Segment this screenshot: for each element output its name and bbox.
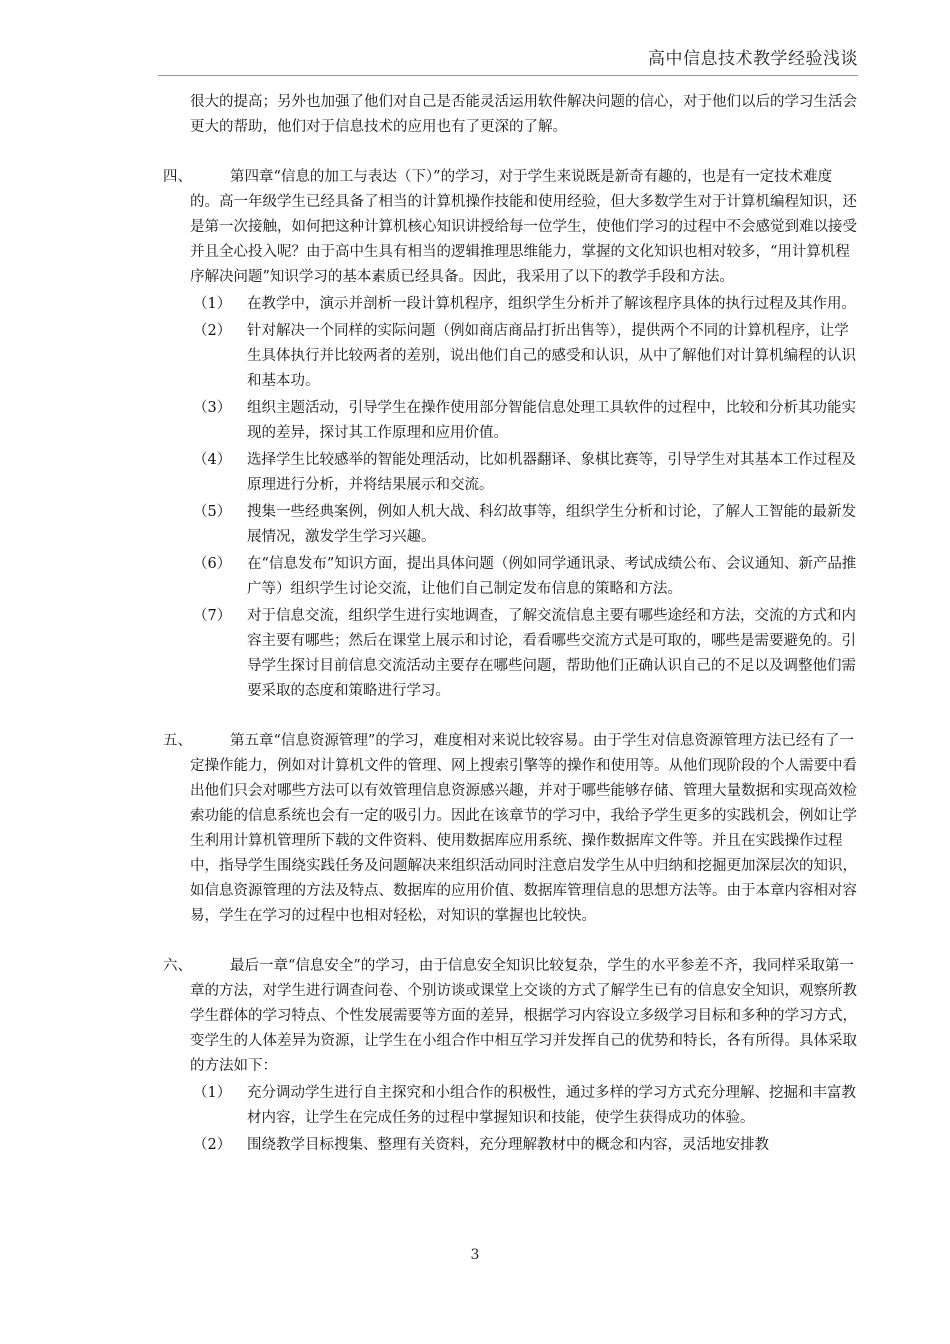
list-item-number: （4） bbox=[193, 452, 232, 468]
list-item-text: 在教学中，演示并剖析一段计算机程序，组织学生分析并了解该程序具体的执行过程及其作用。 bbox=[247, 296, 856, 312]
header-divider bbox=[158, 75, 858, 76]
continued-paragraph: 很大的提高；另外也加强了他们对自己是否能灵活运用软件解决问题的信心，对于他们以后的学习生活会更大的帮助，他们对于信息技术的应用也有了更深的了解。 bbox=[190, 94, 857, 135]
list-item-text: 对于信息交流，组织学生进行实地调查，了解交流信息主要有哪些途经和方法，交流的方式和内容主要有哪些；然后在课堂上展示和讨论，看看哪些交流方式是可取的，哪些是需要避免的。引导学生探讨目前信息交流活动主要存在哪些问题，帮助他们正确认识自己的不足以及调整他们需要采取的态度和策略进行学习。 bbox=[247, 608, 856, 699]
list-item-text: 针对解决一个同样的实际问题（例如商店商品打折出售等），提供两个不同的计算机程序，让学生具体执行并比较两者的差别，说出他们自己的感受和认识，从中了解他们对计算机编程的认识和基本功。 bbox=[247, 323, 856, 389]
list-item-number: （2） bbox=[193, 323, 232, 339]
section-paragraph: 第五章“信息资源管理”的学习，难度相对来说比较容易。由于学生对信息资源管理方法已经有了一定操作能力，例如对计算机文件的管理、网上搜索引擎等的操作和使用等。从他们现阶段的个人需要中看出他们只会对哪些方法可以有效管理信息资源感兴趣，并对于哪些能够存储、管理大量数据和实现高效检索功能的信息系统也会有一定的吸引力。因此在该章节的学习中，我给予学生更多的实践机会，例如让学生利用计算机管理所下载的文件资料、使用数据库应用系统、操作数据库文件等。并且在实践操作过程中，指导学生围绕实践任务及问题解决来组织活动同时注意启发学生从中归纳和挖掘更加深层次的知识，如信息资源管理的方法及特点、数据库的应用价值、数据库管理信息的思想方法等。由于本章内容相对容易，学生在学习的过程中也相对轻松，对知识的掌握也比较快。 bbox=[190, 733, 857, 924]
list-item-text: 组织主题活动，引导学生在操作使用部分智能信息处理工具软件的过程中，比较和分析其功能实现的差异，探讨其工作原理和应用价值。 bbox=[247, 400, 856, 441]
running-header-title: 高中信息技术教学经验浅谈 bbox=[648, 49, 858, 69]
section-6 bbox=[0, 954, 950, 1079]
section-marker: 五、 bbox=[163, 733, 192, 749]
list-item-number: （1） bbox=[193, 1085, 232, 1101]
list-item-number: （2） bbox=[193, 1137, 232, 1153]
list-item-text: 围绕教学目标搜集、整理有关资料，充分理解教材中的概念和内容，灵活地安排教 bbox=[247, 1137, 769, 1153]
list-item-text: 充分调动学生进行自主探究和小组合作的积极性，通过多样的学习方式充分理解、挖掘和丰富教材内容，让学生在完成任务的过程中掌握知识和技能，使学生获得成功的体验。 bbox=[247, 1085, 856, 1126]
list-item bbox=[0, 448, 950, 498]
section-4 bbox=[0, 165, 950, 290]
list-item bbox=[0, 1133, 950, 1158]
list-item bbox=[0, 1081, 950, 1131]
list-item bbox=[0, 604, 950, 704]
list-item-number: （3） bbox=[193, 400, 232, 416]
list-item-number: （6） bbox=[193, 556, 232, 572]
page-number: 3 bbox=[470, 1247, 480, 1263]
list-item bbox=[0, 500, 950, 550]
list-item bbox=[0, 552, 950, 602]
list-item-number: （5） bbox=[193, 504, 232, 520]
section-6-list bbox=[0, 1081, 950, 1158]
list-item-number: （7） bbox=[193, 608, 232, 624]
section-4-list bbox=[0, 292, 950, 704]
list-item-text: 在“信息发布”知识方面，提出具体问题（例如同学通讯录、考试成绩公布、会议通知、新产品推广等）组织学生讨论交流，让他们自己制定发布信息的策略和方法。 bbox=[247, 556, 857, 597]
list-item bbox=[0, 396, 950, 446]
list-item bbox=[0, 319, 950, 394]
section-paragraph: 第四章“信息的加工与表达（下）”的学习，对于学生来说既是新奇有趣的，也是有一定技术难度的。高一年级学生已经具备了相当的计算机操作技能和使用经验，但大多数学生对于计算机编程知识，还是第一次接触，如何把这种计算机核心知识讲授给每一位学生，使他们学习的过程中不会感觉到难以接受并且全心投入呢？由于高中生具有相当的逻辑推理思维能力，掌握的文化知识也相对较多，“用计算机程序解决问题”知识学习的基本素质已经具备。因此，我采用了以下的教学手段和方法。 bbox=[190, 169, 857, 285]
page-body bbox=[0, 90, 950, 1158]
list-item-text: 搜集一些经典案例，例如人机大战、科幻故事等，组织学生分析和讨论，了解人工智能的最新发展情况，激发学生学习兴趣。 bbox=[247, 504, 856, 545]
section-marker: 六、 bbox=[163, 958, 192, 974]
section-5 bbox=[0, 729, 950, 929]
section-marker: 四、 bbox=[163, 169, 192, 185]
list-item-text: 选择学生比较感举的智能处理活动，比如机器翻译、象棋比赛等，引导学生对其基本工作过程及原理进行分析，并将结果展示和交流。 bbox=[247, 452, 856, 493]
list-item bbox=[0, 292, 950, 317]
list-item-number: （1） bbox=[193, 296, 232, 312]
section-paragraph: 最后一章“信息安全”的学习，由于信息安全知识比较复杂，学生的水平参差不齐，我同样采取第一章的方法，对学生进行调查问卷、个别访谈或课堂上交谈的方式了解学生已有的信息安全知识，观察所教学生群体的学习特点、个性发展需要等方面的差异，根据学习内容设立多级学习目标和多种的学习方式，变学生的人体差异为资源，让学生在小组合作中相互学习并发挥自己的优势和特长，各有所得。具体采取的方法如下： bbox=[190, 958, 857, 1074]
